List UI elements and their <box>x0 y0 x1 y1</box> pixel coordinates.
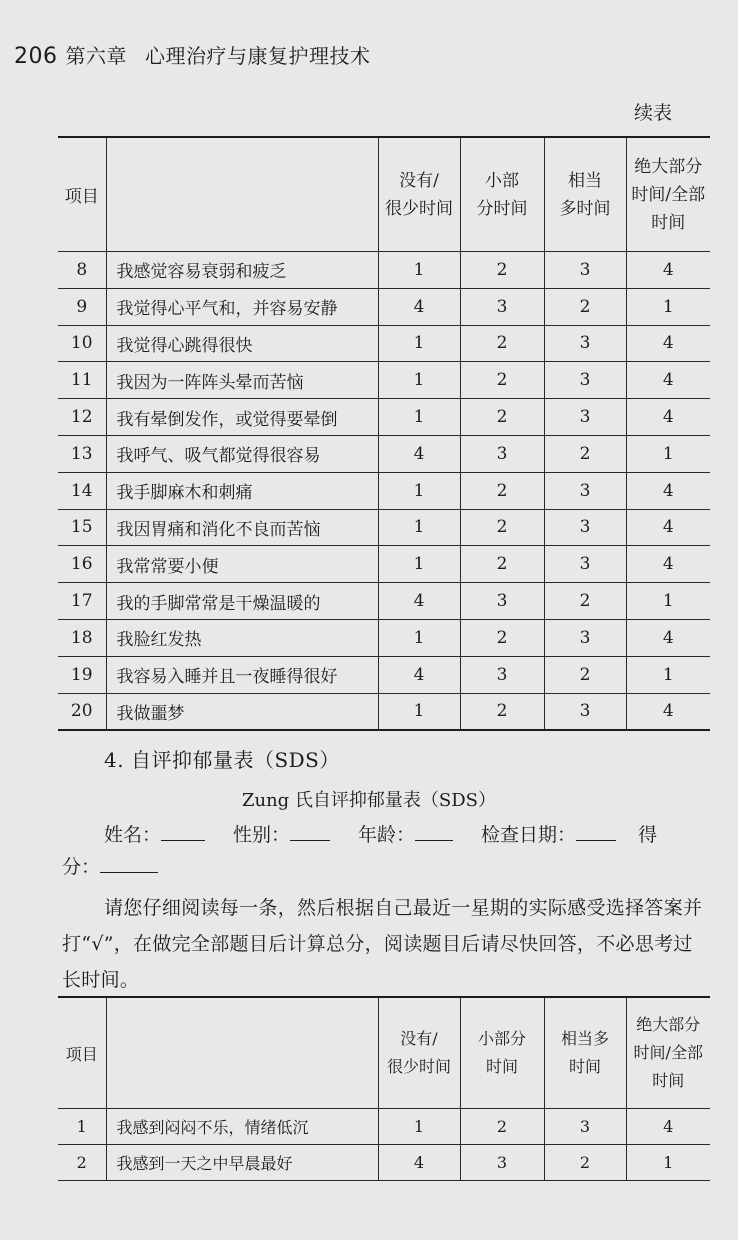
score-col-4: 1 <box>626 288 710 325</box>
continuation-label: 续表 <box>633 102 672 124</box>
score-blank <box>100 872 158 873</box>
header-col-3: 相当多 时间 <box>544 997 626 1109</box>
header-col-3: 相当 多时间 <box>544 137 626 252</box>
score-col-1: 4 <box>378 656 460 693</box>
header-col-1: 没有/ 很少时间 <box>378 137 460 252</box>
age-blank <box>415 840 453 841</box>
score-col-4: 4 <box>626 362 710 399</box>
row-number: 15 <box>58 509 106 546</box>
row-text: 我因为一阵阵头晕而苦恼 <box>106 362 378 399</box>
header-col-4: 绝大部分 时间/全部 时间 <box>626 137 710 252</box>
score-col-4: 4 <box>626 325 710 362</box>
row-text: 我感到一天之中早晨最好 <box>106 1145 378 1181</box>
score-col-1: 4 <box>378 288 460 325</box>
table-row <box>58 399 710 436</box>
score-col-2: 2 <box>460 619 544 656</box>
header-col-4: 绝大部分 时间/全部 时间 <box>626 997 710 1109</box>
row-text: 我的手脚常常是干燥温暖的 <box>106 583 378 620</box>
score-col-3: 3 <box>544 509 626 546</box>
score-col-3: 2 <box>544 656 626 693</box>
page-number: 206 <box>14 44 58 69</box>
row-text: 我觉得心跳得很快 <box>106 325 378 362</box>
row-number: 10 <box>58 325 106 362</box>
score-col-4: 4 <box>626 693 710 730</box>
row-text: 我容易入睡并且一夜睡得很好 <box>106 656 378 693</box>
score-col-3: 3 <box>544 325 626 362</box>
score-label-part1: 得 <box>638 824 658 846</box>
score-col-1: 4 <box>378 583 460 620</box>
header-item: 项目 <box>58 137 106 252</box>
score-col-3: 3 <box>544 399 626 436</box>
table-row <box>58 546 710 583</box>
table-row <box>58 1145 710 1181</box>
score-col-4: 1 <box>626 435 710 472</box>
score-col-3: 3 <box>544 619 626 656</box>
score-col-3: 3 <box>544 546 626 583</box>
instructions: 请您仔细阅读每一条，然后根据自己最近一星期的实际感受选择答案并打“√”，在做完全部题目后计算总分，阅读题目后请尽快回答，不必思考过长时间。 <box>62 897 703 991</box>
score-col-4: 1 <box>626 656 710 693</box>
name-blank <box>161 840 205 841</box>
row-number: 12 <box>58 399 106 436</box>
row-number: 9 <box>58 288 106 325</box>
row-text: 我做噩梦 <box>106 693 378 730</box>
row-text: 我觉得心平气和，并容易安静 <box>106 288 378 325</box>
score-col-1: 1 <box>378 399 460 436</box>
form-fields <box>104 820 704 850</box>
scale-title: Zung 氏自评抑郁量表（SDS） <box>241 790 497 811</box>
table-row <box>58 362 710 399</box>
score-col-1: 1 <box>378 325 460 362</box>
header-blank <box>106 137 378 252</box>
row-number: 17 <box>58 583 106 620</box>
header-col-2: 小部分 时间 <box>460 997 544 1109</box>
date-blank <box>576 840 616 841</box>
score-col-1: 4 <box>378 1145 460 1181</box>
score-col-1: 1 <box>378 252 460 289</box>
header-item: 项目 <box>58 997 106 1109</box>
row-text: 我常常要小便 <box>106 546 378 583</box>
score-col-4: 4 <box>626 1109 710 1145</box>
row-text: 我因胃痛和消化不良而苦恼 <box>106 509 378 546</box>
row-text: 我感到闷闷不乐，情绪低沉 <box>106 1109 378 1145</box>
row-number: 2 <box>58 1145 106 1181</box>
score-col-2: 2 <box>460 509 544 546</box>
row-text: 我手脚麻木和刺痛 <box>106 472 378 509</box>
score-col-3: 3 <box>544 1109 626 1145</box>
score-col-2: 2 <box>460 693 544 730</box>
score-col-2: 3 <box>460 656 544 693</box>
score-col-3: 2 <box>544 288 626 325</box>
row-number: 8 <box>58 252 106 289</box>
score-col-3: 3 <box>544 252 626 289</box>
row-text: 我呼气、吸气都觉得很容易 <box>106 435 378 472</box>
row-number: 1 <box>58 1109 106 1145</box>
row-number: 11 <box>58 362 106 399</box>
header-blank <box>106 997 378 1109</box>
score-col-4: 1 <box>626 583 710 620</box>
score-col-2: 2 <box>460 325 544 362</box>
row-number: 19 <box>58 656 106 693</box>
table-row <box>58 1109 710 1145</box>
table-row <box>58 619 710 656</box>
table-row <box>58 325 710 362</box>
table-row <box>58 252 710 289</box>
score-col-1: 1 <box>378 619 460 656</box>
sds-table <box>58 996 710 1181</box>
score-col-3: 3 <box>544 362 626 399</box>
table-row <box>58 288 710 325</box>
gender-blank <box>290 840 330 841</box>
score-col-2: 2 <box>460 362 544 399</box>
score-col-4: 4 <box>626 472 710 509</box>
score-col-2: 3 <box>460 288 544 325</box>
score-col-2: 2 <box>460 252 544 289</box>
date-label: 检查日期： <box>481 824 577 846</box>
score-col-2: 2 <box>460 472 544 509</box>
score-col-4: 1 <box>626 1145 710 1181</box>
score-col-1: 1 <box>378 509 460 546</box>
row-text: 我脸红发热 <box>106 619 378 656</box>
header-col-2: 小部 分时间 <box>460 137 544 252</box>
score-col-4: 4 <box>626 399 710 436</box>
chapter-title: 心理治疗与康复护理技术 <box>145 44 371 68</box>
score-col-3: 2 <box>544 435 626 472</box>
table-row <box>58 656 710 693</box>
score-col-4: 4 <box>626 546 710 583</box>
score-col-3: 2 <box>544 1145 626 1181</box>
score-col-2: 2 <box>460 399 544 436</box>
form-fields-line2 <box>62 852 158 879</box>
score-col-1: 1 <box>378 546 460 583</box>
score-col-1: 1 <box>378 693 460 730</box>
table-row <box>58 435 710 472</box>
score-col-4: 4 <box>626 619 710 656</box>
score-col-2: 3 <box>460 583 544 620</box>
row-number: 18 <box>58 619 106 656</box>
table-row <box>58 509 710 546</box>
age-label: 年龄： <box>358 824 416 846</box>
score-col-2: 3 <box>460 435 544 472</box>
score-col-1: 4 <box>378 435 460 472</box>
score-col-2: 3 <box>460 1145 544 1181</box>
row-number: 16 <box>58 546 106 583</box>
table-row <box>58 693 710 730</box>
chapter-label: 第六章 <box>65 44 127 68</box>
gender-label: 性别： <box>233 824 291 846</box>
row-number: 13 <box>58 435 106 472</box>
score-col-1: 1 <box>378 472 460 509</box>
score-col-4: 4 <box>626 509 710 546</box>
row-text: 我有晕倒发作，或觉得要晕倒 <box>106 399 378 436</box>
score-col-3: 2 <box>544 583 626 620</box>
row-text: 我感觉容易衰弱和疲乏 <box>106 252 378 289</box>
score-label-part2: 分： <box>62 856 101 878</box>
score-col-3: 3 <box>544 693 626 730</box>
score-col-2: 2 <box>460 1109 544 1145</box>
row-number: 20 <box>58 693 106 730</box>
score-col-1: 1 <box>378 1109 460 1145</box>
row-number: 14 <box>58 472 106 509</box>
score-col-4: 4 <box>626 252 710 289</box>
score-col-1: 1 <box>378 362 460 399</box>
page-header <box>14 40 371 69</box>
score-col-3: 3 <box>544 472 626 509</box>
header-col-1: 没有/ 很少时间 <box>378 997 460 1109</box>
section-title: 4. 自评抑郁量表（SDS） <box>104 748 340 772</box>
score-col-2: 2 <box>460 546 544 583</box>
table-row <box>58 472 710 509</box>
sas-table-continued <box>58 136 710 731</box>
name-label: 姓名： <box>104 824 162 846</box>
table-row <box>58 583 710 620</box>
